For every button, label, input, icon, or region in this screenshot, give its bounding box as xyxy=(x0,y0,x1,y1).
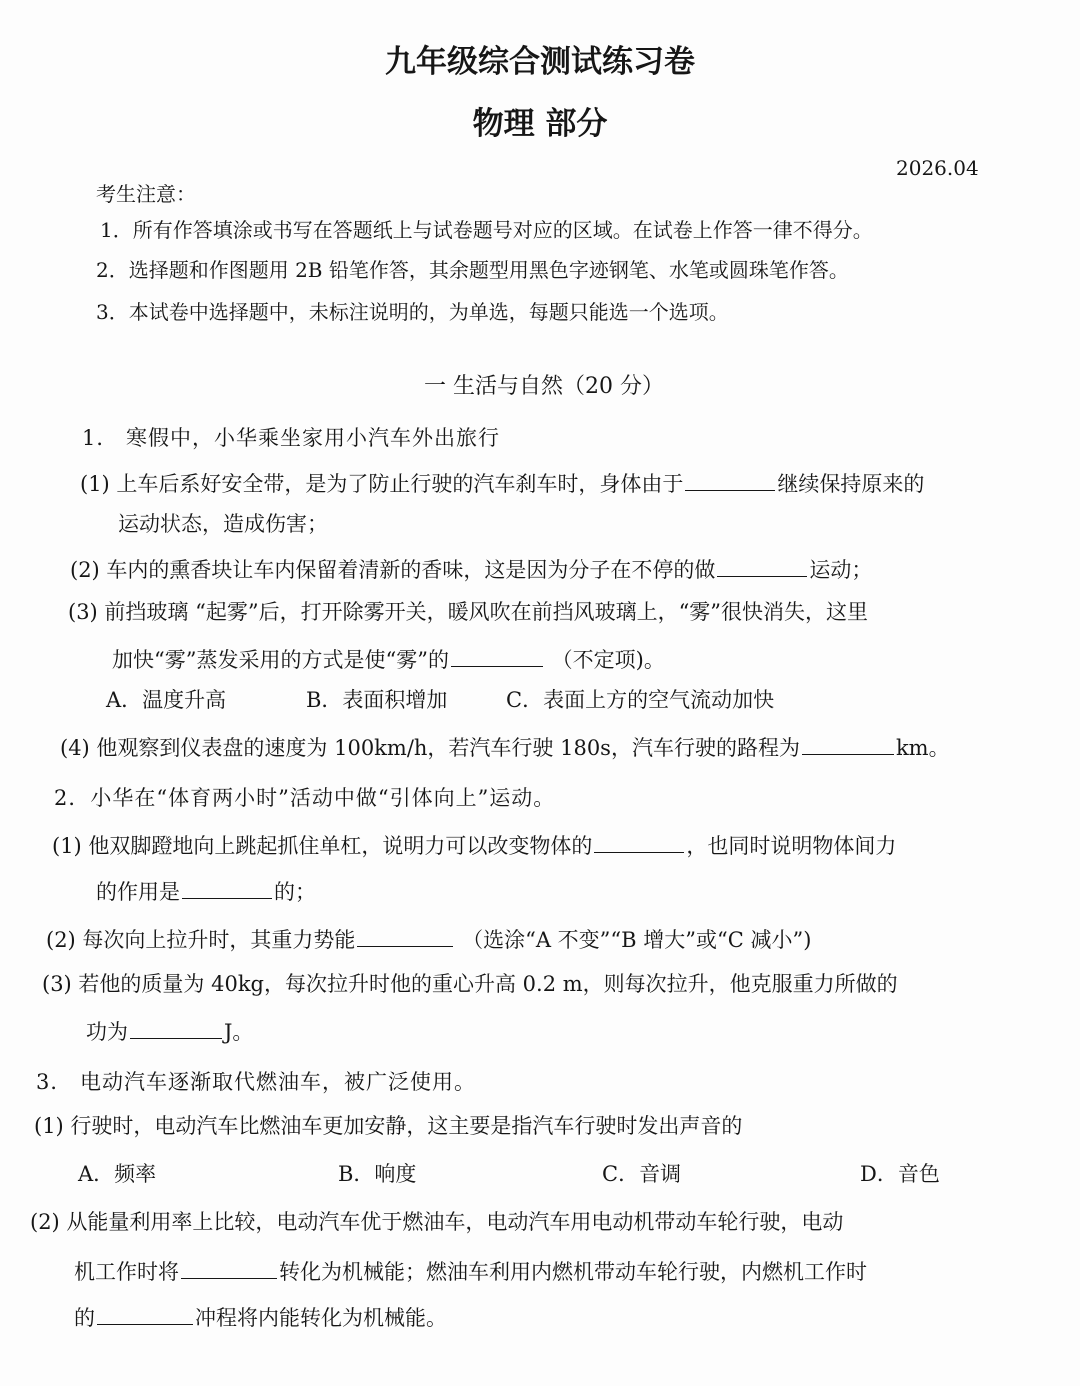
q3-part1: (1) 行驶时，电动汽车比燃油车更加安静，这主要是指汽车行驶时发出声音的 xyxy=(34,1114,743,1138)
q1-part4-text-a: (4) 他观察到仪表盘的速度为 100km/h，若汽车行驶 180s，汽车行驶的路程为 xyxy=(60,736,800,760)
q1-part1-line1 xyxy=(80,468,924,498)
q2-part2 xyxy=(46,924,811,954)
notice-item-1: 1．所有作答填涂或书写在答题纸上与试卷题号对应的区域。在试卷上作答一律不得分。 xyxy=(100,218,873,242)
notice-item-3: 3．本试卷中选择题中，未标注说明的，为单选，每题只能选一个选项。 xyxy=(96,300,729,324)
q3-option-b[interactable]: B．响度 xyxy=(338,1162,417,1186)
q1-part1-text-b: 继续保持原来的 xyxy=(777,472,925,496)
q1-part3-option-a[interactable]: A．温度升高 xyxy=(106,688,227,712)
q1-part2 xyxy=(70,554,872,584)
q2-part1-line1 xyxy=(52,830,896,860)
q1-part4-text-b: km。 xyxy=(895,736,950,760)
q3-option-a[interactable]: A．频率 xyxy=(78,1162,157,1186)
q2-part1-blank-2[interactable] xyxy=(182,876,272,899)
q1-stem: 1． 寒假中，小华乘坐家用小汽车外出旅行 xyxy=(82,426,501,450)
q3-part2-line1: (2) 从能量利用率上比较，电动汽车优于燃油车，电动汽车用电动机带动车轮行驶，电动 xyxy=(30,1210,844,1234)
q1-part3-text-b: （不定项)。 xyxy=(551,648,665,672)
q3-part2-text-c: 转化为机械能；燃油车利用内燃机带动车轮行驶，内燃机工作时 xyxy=(279,1260,867,1284)
q3-part2-line2 xyxy=(74,1256,867,1286)
q3-option-c[interactable]: C．音调 xyxy=(602,1162,682,1186)
q1-part3-text-a: 加快“雾”蒸发采用的方式是使“雾”的 xyxy=(112,648,449,672)
q3-option-d[interactable]: D．音色 xyxy=(860,1162,940,1186)
q1-part2-text-b: 运动； xyxy=(809,558,873,582)
q3-part2-text-e: 冲程将内能转化为机械能。 xyxy=(195,1306,447,1330)
notice-item-2: 2．选择题和作图题用 2B 铅笔作答，其余题型用黑色字迹钢笔、水笔或圆珠笔作答。 xyxy=(96,258,849,282)
exam-title: 九年级综合测试练习卷 xyxy=(385,44,695,80)
q1-part1-line2: 运动状态，造成伤害； xyxy=(118,512,328,536)
q3-part2-blank-1[interactable] xyxy=(181,1256,277,1279)
q2-part2-blank[interactable] xyxy=(357,924,453,947)
q1-part3-line2 xyxy=(112,644,665,674)
q2-part3-text-b: J。 xyxy=(224,1020,254,1044)
q2-part2-text-a: (2) 每次向上拉升时，其重力势能 xyxy=(46,928,356,952)
q1-part4-blank[interactable] xyxy=(802,732,894,755)
notice-label: 考生注意： xyxy=(96,182,196,206)
q3-part2-line3 xyxy=(74,1302,447,1332)
q2-stem: 2．小华在“体育两小时”活动中做“引体向上”运动。 xyxy=(54,786,556,810)
q1-part2-blank[interactable] xyxy=(717,554,807,577)
q2-part1-text-b: ，也同时说明物体间力 xyxy=(686,834,897,858)
q3-part2-blank-2[interactable] xyxy=(97,1302,193,1325)
q1-part2-text-a: (2) 车内的熏香块让车内保留着清新的香味，这是因为分子在不停的做 xyxy=(70,558,716,582)
q1-part1-blank[interactable] xyxy=(685,468,775,491)
q1-part3-option-c[interactable]: C．表面上方的空气流动加快 xyxy=(506,688,775,712)
q2-part1-line2 xyxy=(96,876,316,906)
q3-stem: 3． 电动汽车逐渐取代燃油车，被广泛使用。 xyxy=(36,1070,477,1094)
q2-part1-text-d: 的； xyxy=(274,880,316,904)
q1-part3-option-b[interactable]: B．表面积增加 xyxy=(306,688,448,712)
q2-part1-blank-1[interactable] xyxy=(594,830,684,853)
q2-part3-line1: (3) 若他的质量为 40kg，每次拉升时他的重心升高 0.2 m，则每次拉升，他克服重力所做的 xyxy=(42,972,898,996)
section-heading: 一 生活与自然（20 分） xyxy=(424,374,664,399)
q1-part3-line1: (3) 前挡玻璃 “起雾”后，打开除雾开关，暖风吹在前挡风玻璃上，“雾”很快消失，这里 xyxy=(68,600,869,624)
exam-date: 2026.04 xyxy=(896,156,979,180)
q1-part3-blank[interactable] xyxy=(451,644,543,667)
q2-part2-text-b: （选涂“A 不变”“B 增大”或“C 减小”) xyxy=(462,928,812,952)
q2-part3-text-a: 功为 xyxy=(86,1020,128,1044)
q1-part1-text-a: (1) 上车后系好安全带，是为了防止行驶的汽车刹车时，身体由于 xyxy=(80,472,684,496)
q3-part2-text-d: 的 xyxy=(74,1306,95,1330)
subject-subtitle: 物理 部分 xyxy=(472,106,608,142)
q2-part1-text-a: (1) 他双脚蹬地向上跳起抓住单杠，说明力可以改变物体的 xyxy=(52,834,593,858)
q2-part3-blank[interactable] xyxy=(130,1016,222,1039)
q1-part4 xyxy=(60,732,950,762)
q3-part2-text-b: 机工作时将 xyxy=(74,1260,179,1284)
q2-part3-line2 xyxy=(86,1016,253,1046)
q2-part1-text-c: 的作用是 xyxy=(96,880,180,904)
